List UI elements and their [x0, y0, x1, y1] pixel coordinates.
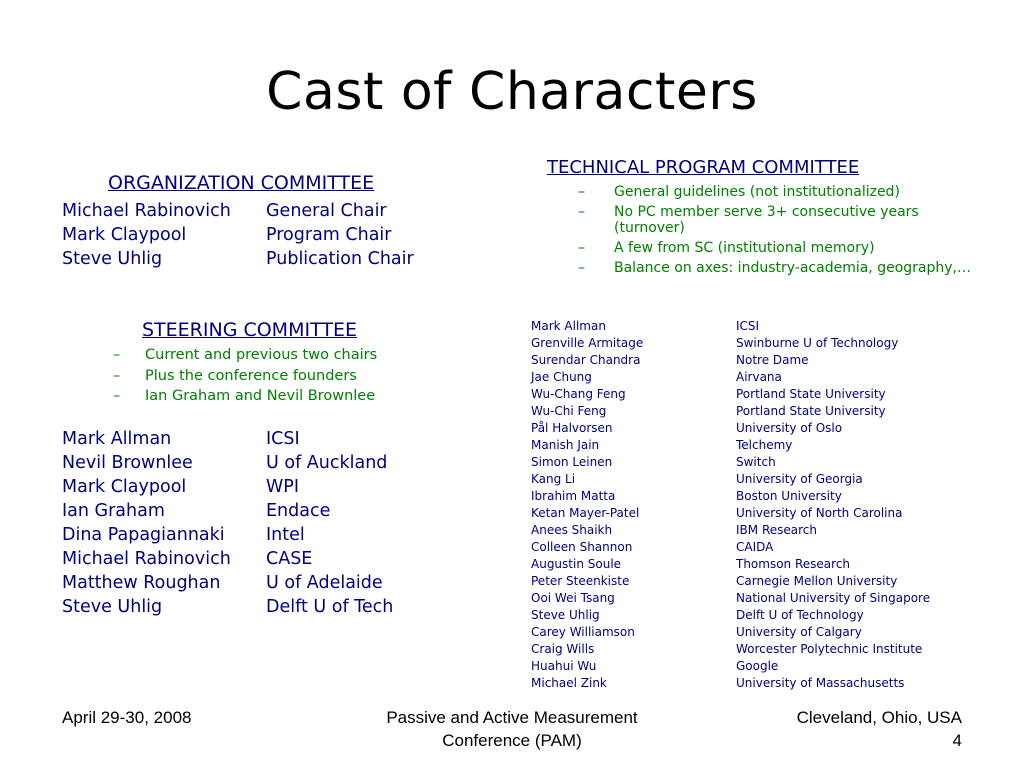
member-name: Matthew Roughan: [62, 573, 221, 593]
member-affiliation: U of Auckland: [266, 453, 388, 473]
list-item: [531, 454, 930, 471]
list-item: [531, 573, 930, 590]
list-item: [62, 595, 393, 619]
list-item: [531, 522, 930, 539]
member-affiliation: Carnegie Mellon University: [736, 574, 898, 588]
list-item: [531, 335, 930, 352]
member-name: Ian Graham: [62, 501, 165, 521]
member-affiliation: CAIDA: [736, 540, 774, 554]
list-item: [531, 386, 930, 403]
member-name: Mark Claypool: [62, 477, 187, 497]
member-name: Michael Rabinovich: [62, 549, 231, 569]
member-affiliation: Delft U of Technology: [736, 608, 864, 622]
member-name: Huahui Wu: [531, 659, 597, 673]
member-name: Ketan Mayer-Patel: [531, 506, 640, 520]
member-name: Michael Rabinovich: [62, 201, 231, 221]
member-name: Kang Li: [531, 472, 576, 486]
member-affiliation: Intel: [266, 525, 305, 545]
footer-conference-line1: Passive and Active Measurement: [386, 708, 638, 727]
list-item: [62, 247, 414, 271]
member-affiliation: Endace: [266, 501, 331, 521]
member-affiliation: U of Adelaide: [266, 573, 383, 593]
member-affiliation: Thomson Research: [736, 557, 851, 571]
list-item: [531, 641, 930, 658]
bullet-text: General guidelines (not institutionalized): [614, 184, 900, 200]
member-affiliation: Worcester Polytechnic Institute: [736, 642, 923, 656]
list-item: [62, 523, 393, 547]
list-item: [531, 369, 930, 386]
member-name: Steve Uhlig: [62, 249, 163, 269]
member-role: General Chair: [266, 201, 387, 221]
member-affiliation: University of Massachusetts: [736, 676, 905, 690]
technical-program-committee-heading: TECHNICAL PROGRAM COMMITTEE: [547, 157, 860, 178]
list-item: [531, 607, 930, 624]
member-affiliation: Boston University: [736, 489, 842, 503]
footer-location-text: Cleveland, Ohio, USA: [796, 708, 962, 727]
member-affiliation: Delft U of Tech: [266, 597, 394, 617]
member-affiliation: National University of Singapore: [736, 591, 931, 605]
member-name: Pål Halvorsen: [531, 421, 613, 435]
organization-committee-list: [62, 199, 414, 271]
member-name: Grenville Armitage: [531, 336, 644, 350]
bullet-item: [113, 345, 377, 366]
slide-title: Cast of Characters: [266, 62, 758, 122]
dash-icon: –: [578, 204, 585, 220]
list-item: [62, 223, 414, 247]
list-item: [62, 475, 393, 499]
bullet-item: [578, 184, 978, 200]
bullet-text: A few from SC (institutional memory): [614, 240, 875, 256]
member-affiliation: University of North Carolina: [736, 506, 903, 520]
list-item: [531, 505, 930, 522]
bullet-item: [578, 204, 978, 236]
dash-icon: –: [113, 388, 121, 404]
list-item: [531, 318, 930, 335]
list-item: [62, 427, 393, 451]
bullet-item: [578, 240, 978, 256]
member-affiliation: Notre Dame: [736, 353, 809, 367]
list-item: [531, 352, 930, 369]
member-affiliation: CASE: [266, 549, 313, 569]
member-affiliation: ICSI: [266, 429, 300, 449]
member-name: Dina Papagiannaki: [62, 525, 225, 545]
member-name: Craig Wills: [531, 642, 595, 656]
member-role: Publication Chair: [266, 249, 414, 269]
member-name: Ooi Wei Tsang: [531, 591, 615, 605]
member-affiliation: ICSI: [736, 319, 760, 333]
member-name: Colleen Shannon: [531, 540, 633, 554]
member-name: Steve Uhlig: [531, 608, 600, 622]
member-name: Jae Chung: [531, 370, 592, 384]
member-affiliation: Airvana: [736, 370, 782, 384]
list-item: [531, 488, 930, 505]
dash-icon: –: [578, 184, 585, 200]
dash-icon: –: [578, 240, 585, 256]
member-affiliation: Google: [736, 659, 779, 673]
list-item: [531, 420, 930, 437]
list-item: [531, 675, 930, 692]
bullet-item: [113, 386, 377, 407]
member-name: Mark Allman: [531, 319, 606, 333]
page-number: 4: [952, 731, 962, 750]
bullet-text: Plus the conference founders: [145, 367, 357, 384]
list-item: [531, 624, 930, 641]
member-affiliation: WPI: [266, 477, 300, 497]
steering-committee-bullets: [113, 345, 377, 407]
steering-committee-list: [62, 427, 393, 619]
steering-committee-heading: STEERING COMMITTEE: [142, 319, 357, 341]
list-item: [531, 658, 930, 675]
member-name: Nevil Brownlee: [62, 453, 193, 473]
member-name: Augustin Soule: [531, 557, 622, 571]
member-affiliation: Swinburne U of Technology: [736, 336, 899, 350]
footer-conference-line2: Conference (PAM): [442, 731, 582, 750]
list-item: [62, 571, 393, 595]
member-affiliation: Telchemy: [736, 438, 793, 452]
list-item: [531, 590, 930, 607]
member-name: Surendar Chandra: [531, 353, 641, 367]
member-affiliation: University of Georgia: [736, 472, 863, 486]
list-item: [531, 471, 930, 488]
member-name: Mark Claypool: [62, 225, 187, 245]
dash-icon: –: [113, 347, 121, 363]
list-item: [531, 539, 930, 556]
bullet-text: Balance on axes: industry-academia, geography,…: [614, 260, 971, 276]
member-name: Simon Leinen: [531, 455, 613, 469]
member-name: Anees Shaikh: [531, 523, 613, 537]
member-name: Michael Zink: [531, 676, 607, 690]
member-affiliation: University of Calgary: [736, 625, 862, 639]
list-item: [62, 499, 393, 523]
member-role: Program Chair: [266, 225, 392, 245]
tpc-bullets: [578, 184, 978, 280]
bullet-item: [578, 260, 978, 276]
dash-icon: –: [113, 367, 121, 384]
bullet-text: Ian Graham and Nevil Brownlee: [145, 388, 376, 404]
organization-committee-heading: ORGANIZATION COMMITTEE: [108, 172, 375, 194]
list-item: [531, 437, 930, 454]
bullet-text: No PC member serve 3+ consecutive years (turnover): [614, 204, 919, 236]
member-affiliation: University of Oslo: [736, 421, 843, 435]
list-item: [62, 451, 393, 475]
member-affiliation: Switch: [736, 455, 776, 469]
member-name: Mark Allman: [62, 429, 172, 449]
footer-location: [797, 706, 962, 752]
bullet-item: [113, 366, 377, 387]
member-name: Carey Williamson: [531, 625, 635, 639]
member-affiliation: Portland State University: [736, 387, 886, 401]
footer-conference: [312, 706, 712, 752]
list-item: [62, 547, 393, 571]
bullet-text: Current and previous two chairs: [145, 347, 378, 363]
dash-icon: –: [578, 260, 585, 276]
member-name: Wu-Chi Feng: [531, 404, 607, 418]
member-name: Ibrahim Matta: [531, 489, 616, 503]
list-item: [62, 199, 414, 223]
member-name: Wu-Chang Feng: [531, 387, 626, 401]
footer-date: April 29-30, 2008: [62, 708, 192, 727]
list-item: [531, 403, 930, 420]
member-name: Steve Uhlig: [62, 597, 163, 617]
list-item: [531, 556, 930, 573]
member-affiliation: Portland State University: [736, 404, 886, 418]
member-name: Manish Jain: [531, 438, 600, 452]
member-name: Peter Steenkiste: [531, 574, 630, 588]
member-affiliation: IBM Research: [736, 523, 817, 537]
tpc-member-list: [531, 318, 930, 692]
